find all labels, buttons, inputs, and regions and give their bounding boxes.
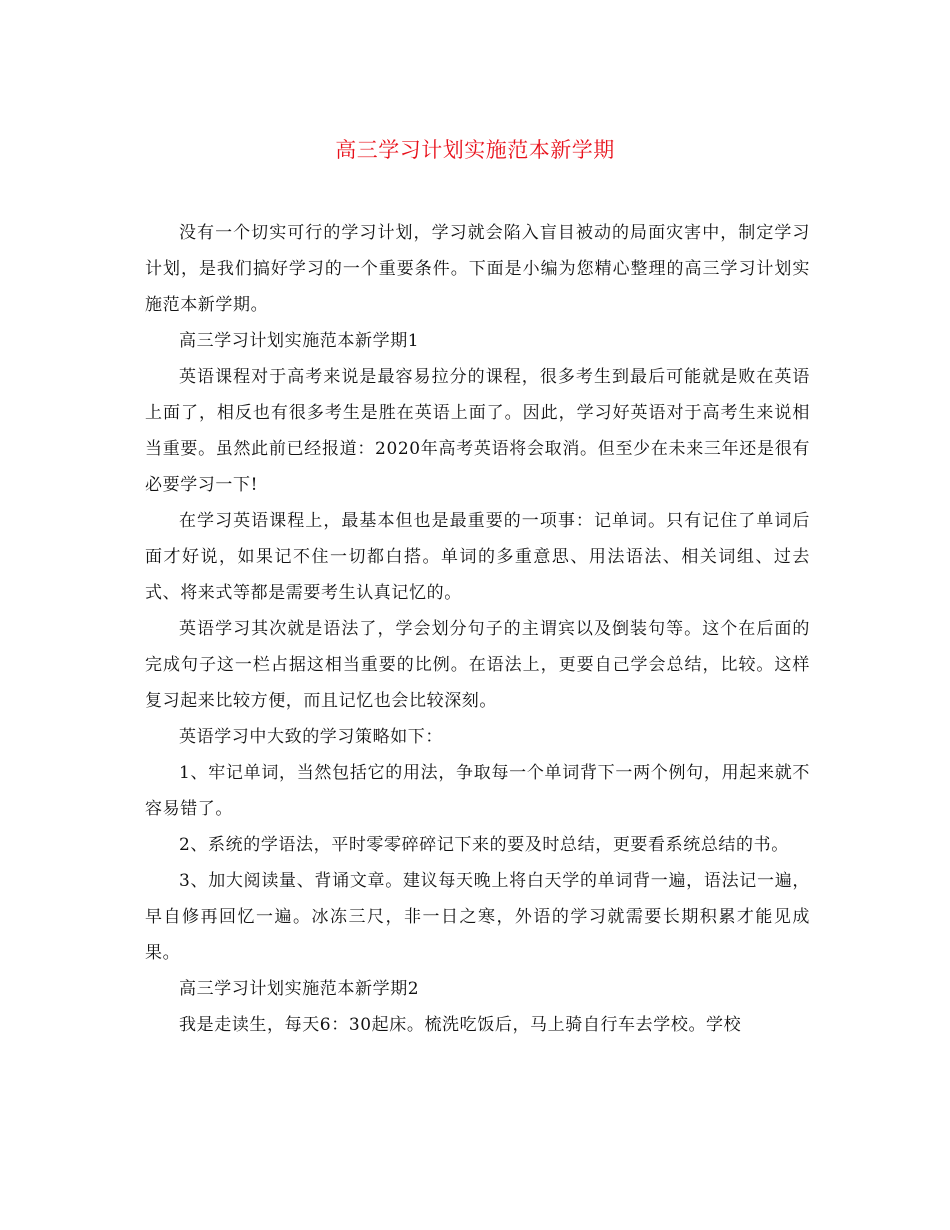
section-heading-2: 高三学习计划实施范本新学期2: [179, 979, 420, 999]
list-item: 3、加大阅读量、背诵文章。建议每天晚上将白天学的单词背一遍，语法记一遍，早自修再回忆一遍。冰冻三尺，非一日之寒，外语的学习就需要长期积累才能见成果。: [145, 871, 810, 963]
document-title: 高三学习计划实施范本新学期: [335, 138, 615, 162]
section-heading-1: 高三学习计划实施范本新学期1: [179, 331, 420, 351]
list-item: 2、系统的学语法，平时零零碎碎记下来的要及时总结，更要看系统总结的书。: [179, 835, 789, 855]
paragraph: 英语课程对于高考来说是最容易拉分的课程，很多考生到最后可能就是败在英语上面了，相反也有很多考生是胜在英语上面了。因此，学习好英语对于高考生来说相当重要。虽然此前已经报道：2020年高考英语将会取消。但至少在未来三年还是很有必要学习一下!: [145, 367, 810, 495]
paragraph: 英语学习中大致的学习策略如下：: [179, 727, 443, 747]
list-item: 1、牢记单词，当然包括它的用法，争取每一个单词背下一两个例句，用起来就不容易错了。: [145, 763, 810, 819]
paragraph-intro: 没有一个切实可行的学习计划，学习就会陷入盲目被动的局面灾害中，制定学习计划，是我们搞好学习的一个重要条件。下面是小编为您精心整理的高三学习计划实施范本新学期。: [145, 223, 810, 315]
document-body: [145, 215, 810, 1043]
paragraph: 在学习英语课程上，最基本但也是最重要的一项事：记单词。只有记住了单词后面才好说，如果记不住一切都白搭。单词的多重意思、用法语法、相关词组、过去式、将来式等都是需要考生认真记忆的。: [145, 511, 810, 603]
paragraph: 我是走读生，每天6：30起床。梳洗吃饭后，马上骑自行车去学校。学校: [179, 1015, 742, 1035]
paragraph: 英语学习其次就是语法了，学会划分句子的主谓宾以及倒装句等。这个在后面的完成句子这一栏占据这相当重要的比例。在语法上，更要自己学会总结，比较。这样复习起来比较方便，而且记忆也会比较深刻。: [145, 619, 810, 711]
